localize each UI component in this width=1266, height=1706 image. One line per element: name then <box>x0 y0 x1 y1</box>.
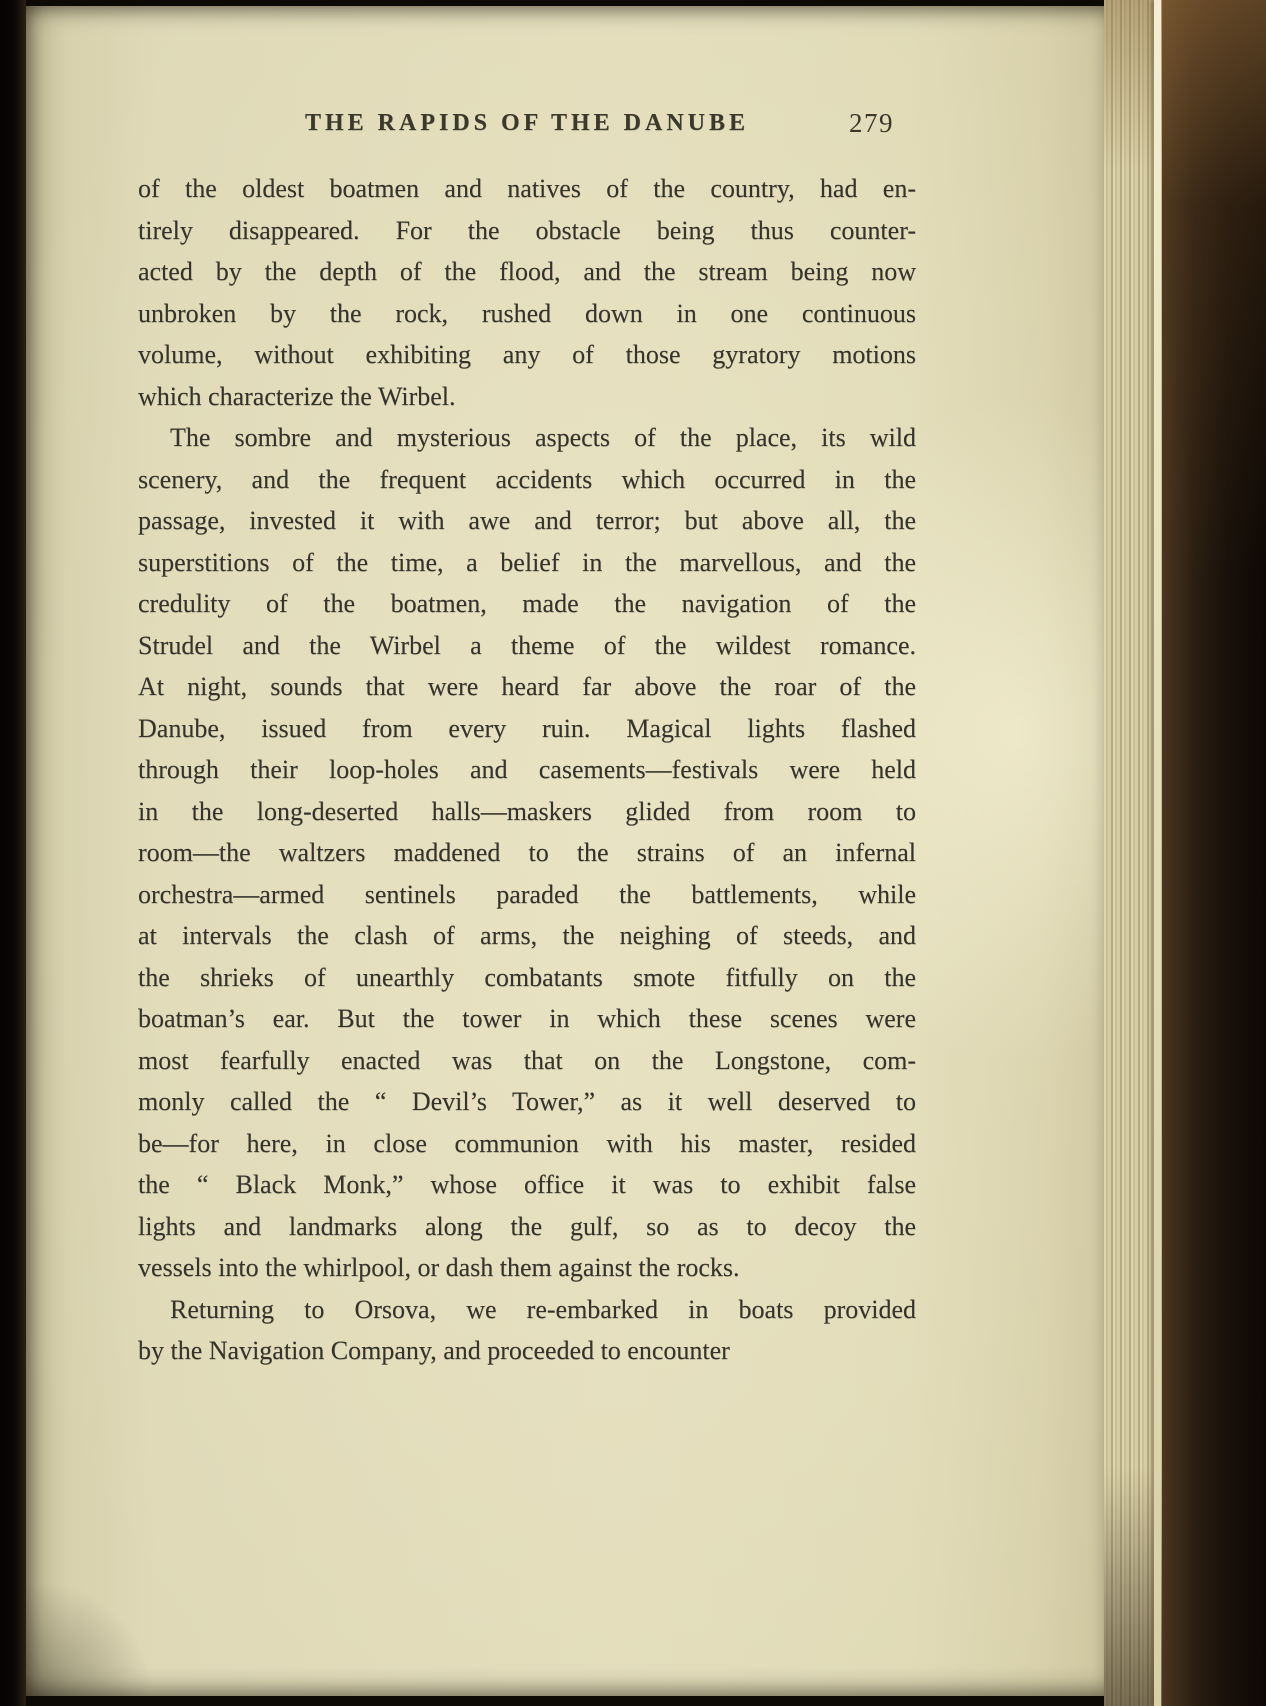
text-line: scenery, and the frequent accidents which occurred in the <box>138 464 916 494</box>
text-line: Danube, issued from every ruin. Magical lights flashed <box>138 713 916 743</box>
text-line: superstitions of the time, a belief in the marvellous, and the <box>138 547 916 577</box>
text-line: in the long-deserted halls—maskers glided from room to <box>138 796 916 826</box>
text-line: by the Navigation Company, and proceeded to encounter <box>138 1336 730 1365</box>
text-line: lights and landmarks along the gulf, so as to decoy the <box>138 1211 916 1241</box>
book-spine-shadow <box>0 0 26 1706</box>
book-cover-edge <box>1162 0 1266 1706</box>
page-paper <box>26 6 1104 1696</box>
text-line: The sombre and mysterious aspects of the place, its wild <box>170 423 916 452</box>
text-line: orchestra—armed sentinels paraded the battlements, while <box>138 879 916 909</box>
text-line: acted by the depth of the flood, and the stream being now <box>138 257 916 286</box>
text-line: tirely disappeared. For the obstacle being thus counter- <box>138 215 916 245</box>
text-line: through their loop-holes and casements—festivals were held <box>138 755 916 784</box>
text-line: the shrieks of unearthly combatants smote fitfully on the <box>138 962 916 992</box>
text-line: the “ Black Monk,” whose office it was to exhibit false <box>138 1170 916 1199</box>
text-line: passage, invested it with awe and terror; but above all, the <box>138 506 916 535</box>
paragraph <box>138 1289 916 1372</box>
text-block <box>138 168 916 1372</box>
text-line: of the oldest boatmen and natives of the country, had en- <box>138 174 916 203</box>
text-line: monly called the “ Devil’s Tower,” as it well deserved to <box>138 1087 916 1116</box>
page-fore-edges <box>1104 0 1162 1706</box>
page-number: 279 <box>849 108 894 138</box>
text-line: vessels into the whirlpool, or dash them against the rocks. <box>138 1253 740 1282</box>
text-line: which characterize the Wirbel. <box>138 381 456 411</box>
page-header <box>138 110 916 142</box>
text-line: At night, sounds that were heard far above the roar of the <box>138 672 916 701</box>
page-content <box>138 110 916 1372</box>
text-line: boatman’s ear. But the tower in which these scenes were <box>138 1004 916 1033</box>
text-line: credulity of the boatmen, made the navigation of the <box>138 589 916 618</box>
text-line: room—the waltzers maddened to the strains of an infernal <box>138 838 916 867</box>
text-line: at intervals the clash of arms, the neighing of steeds, and <box>138 921 916 950</box>
text-line: most fearfully enacted was that on the Longstone, com- <box>138 1045 916 1075</box>
paragraph <box>138 417 916 1289</box>
text-line: volume, without exhibiting any of those gyratory motions <box>138 340 916 369</box>
text-line: Strudel and the Wirbel a theme of the wildest romance. <box>138 630 916 660</box>
text-line: be—for here, in close communion with his master, resided <box>138 1128 916 1158</box>
text-line: Returning to Orsova, we re-embarked in boats provided <box>170 1294 916 1324</box>
running-title: THE RAPIDS OF THE DANUBE <box>304 110 750 136</box>
paragraph <box>138 168 916 417</box>
text-line: unbroken by the rock, rushed down in one continuous <box>138 298 916 328</box>
